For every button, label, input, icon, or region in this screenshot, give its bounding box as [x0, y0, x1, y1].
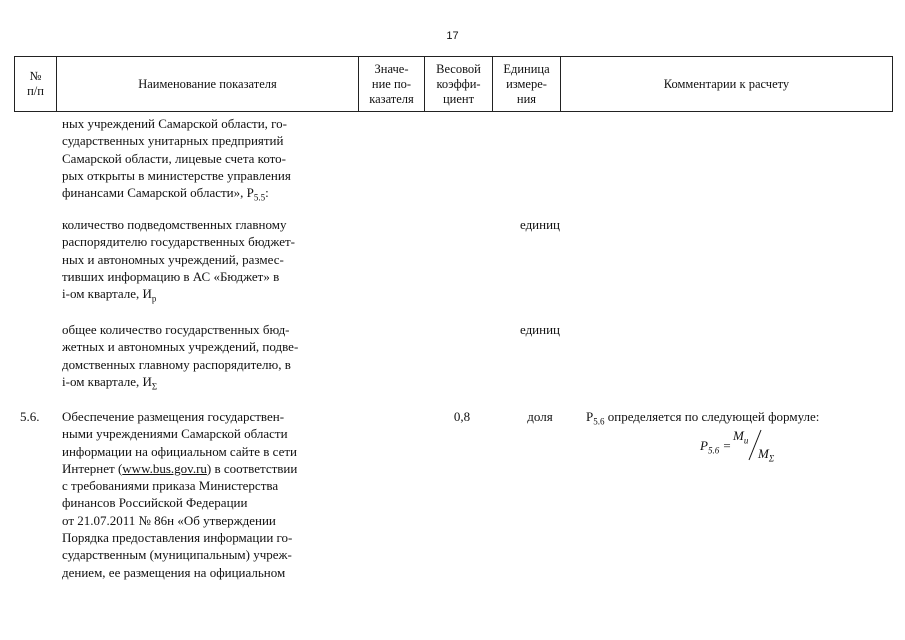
item-5-6-unit: доля: [527, 409, 553, 424]
header-number: № п/п: [15, 57, 57, 112]
indicator-isum-unit: единиц: [519, 322, 561, 337]
bus-gov-link[interactable]: www.bus.gov.ru: [122, 460, 207, 476]
item-5-6-text: Обеспечение размещения государствен- ными учреждениями Самарской области информации на официальном сайте в сети Интернет (www.bus.gov.ru) в соответствии с требованиями приказа Министерства финансов Российской Федерации от 21.07.2011 № 86н «Об утверждении Порядка предоставления информации го- сударственным (муниципальным) учреж- дением, ее размещения на официальном: [62, 409, 298, 580]
indicator-ip-unit: единиц: [519, 217, 561, 232]
formula-lhs: $P_{5.6}$ =: [700, 438, 732, 456]
header-unit: Единица измере- ния: [493, 57, 561, 112]
header-comment: Комментарии к расчету: [561, 57, 893, 112]
header-weight: Весовой коэффи- циент: [425, 57, 493, 112]
continuation-text: ных учреждений Самарской области, го- сударственных унитарных предприятий Самарской области, лицевые счета кото- рых открыты в министерстве управления финансами Самарской области», $Р_{5.5}$:: [62, 116, 291, 203]
indicator-isum-text: общее количество государственных бюд- жетных и автономных учреждений, подве- домственных главному распорядителю, в i-ом квартале, $И_\Sigma$: [62, 322, 299, 392]
header-name: Наименование показателя: [57, 57, 359, 112]
item-5-6-number: 5.6.: [20, 409, 40, 424]
header-value: Значе- ние по- казателя: [359, 57, 425, 112]
indicator-ip-text: количество подведомственных главному распорядителю государственных бюджет- ных и автономных учреждений, размес- тивших информацию в АС «Бюджет» в i-ом квартале, $И_р$: [62, 217, 295, 304]
item-5-6-comment: $Р_{5.6}$ определяется по следующей формуле:: [586, 409, 820, 427]
formula-denominator: $M_\Sigma$: [758, 446, 775, 464]
page-number: 17: [446, 30, 459, 42]
formula-numerator: $M_и$: [733, 428, 749, 446]
item-5-6-weight: 0,8: [453, 409, 471, 424]
table-header: [14, 56, 893, 112]
